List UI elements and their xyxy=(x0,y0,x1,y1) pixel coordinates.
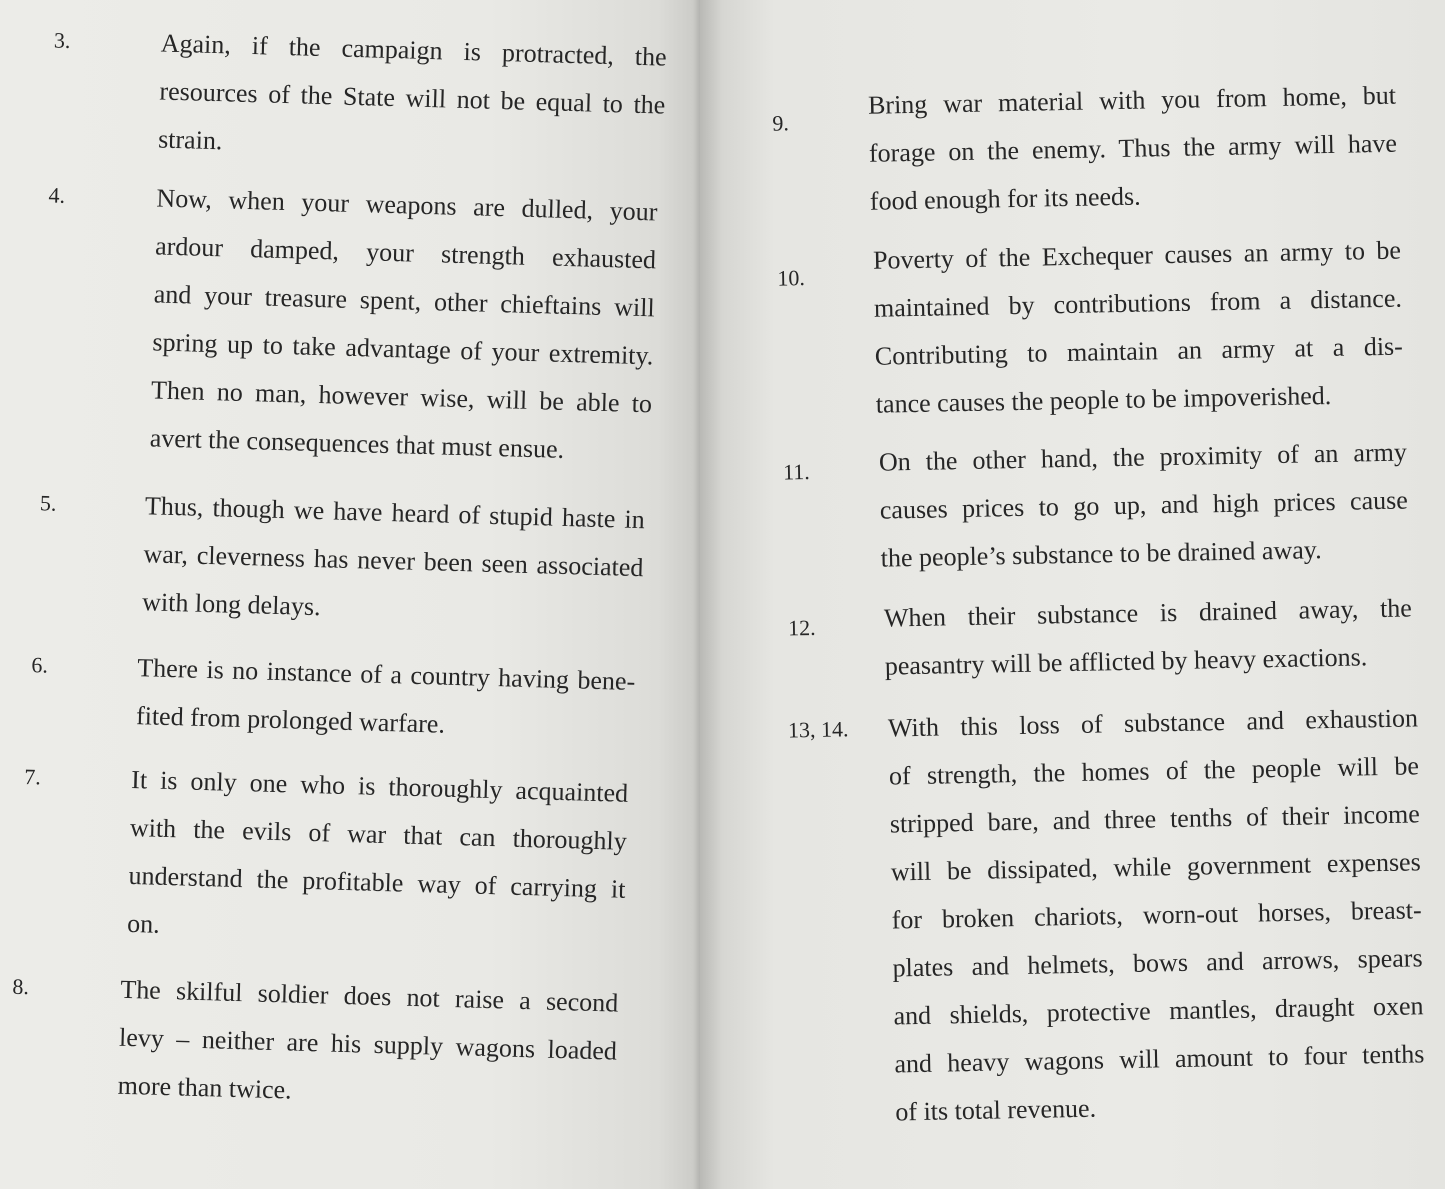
verse-number: 9. xyxy=(772,110,790,136)
verse-text xyxy=(117,966,619,1124)
verse-line: With this loss of substance and exhaustion xyxy=(887,703,1419,743)
verse-line: On the other hand, the proximity of an army xyxy=(878,437,1408,477)
verse-text xyxy=(135,644,635,754)
verse-line: tance causes the people to be impoverished. xyxy=(875,380,1332,419)
verse-line: spring up to take advantage of your extremity. xyxy=(152,327,654,371)
verse-number: 11. xyxy=(782,458,810,485)
verse-line: causes prices to go up, and high prices cause xyxy=(879,485,1409,525)
verse-number: 13, 14. xyxy=(787,716,849,743)
verse-line: strain. xyxy=(157,124,223,156)
verse-9 xyxy=(772,71,1425,233)
verse-line: forage on the enemy. Thus the army will have xyxy=(868,128,1398,168)
verse-line: Poverty of the Exchequer causes an army to be xyxy=(872,235,1402,275)
verse-line: will be dissipated, while government expenses xyxy=(890,847,1421,887)
verse-line: ardour damped, your strength exhausted xyxy=(154,231,657,275)
verse-number: 12. xyxy=(787,614,816,641)
verse-number: 7. xyxy=(23,763,42,790)
verse-line: levy – neither are his supply wagons loaded xyxy=(118,1022,618,1066)
verse-line: on. xyxy=(126,908,161,939)
verse-6 xyxy=(19,641,642,758)
verse-line: Bring war material with you from home, but xyxy=(867,80,1397,120)
verse-text xyxy=(149,174,658,476)
verse-line: maintained by contributions from a distance. xyxy=(873,283,1403,323)
verse-line: stripped bare, and three tenths of their income xyxy=(889,799,1421,839)
verse-line: and your treasure spent, other chieftains will xyxy=(153,279,656,323)
verse-text xyxy=(873,227,1405,429)
verse-text xyxy=(883,584,1413,690)
verse-line: Contributing to maintain an army at a dis- xyxy=(874,331,1404,371)
verse-7 xyxy=(9,753,634,970)
verse-line: resources of the State will not be equal to the xyxy=(159,76,666,120)
verse-8 xyxy=(1,963,625,1130)
verse-text xyxy=(127,756,629,962)
verse-line: Now, when your weapons are dulled, your xyxy=(156,183,658,227)
verse-number: 8. xyxy=(12,973,30,1000)
right-page xyxy=(700,0,1445,1189)
verse-line: more than twice. xyxy=(117,1070,293,1105)
verse-text xyxy=(142,482,646,640)
verse-number: 4. xyxy=(48,182,66,208)
verse-line: and heavy wagons will amount to four tenths xyxy=(894,1039,1425,1079)
verse-line: The skilful soldier does not raise a second xyxy=(120,974,619,1018)
verse-line: fited from prolonged warfare. xyxy=(135,701,446,739)
verse-line: It is only one who is thoroughly acquainted xyxy=(130,764,629,808)
verse-text xyxy=(888,694,1426,1136)
verse-line: of its total revenue. xyxy=(895,1093,1097,1127)
verse-line: understand the profitable way of carrying it xyxy=(128,860,626,904)
verse-line: of strength, the homes of the people will be xyxy=(888,751,1420,791)
verse-4 xyxy=(37,171,665,488)
verse-text xyxy=(878,429,1409,583)
verse-line: with the evils of war that can thoroughly xyxy=(129,812,628,856)
verse-line: peasantry will be afflicted by heavy exactions. xyxy=(884,642,1368,681)
verse-11 xyxy=(782,428,1435,590)
verse-number: 5. xyxy=(39,490,57,516)
verse-line: Then no man, however wise, will be able to xyxy=(150,375,653,419)
verse-number: 6. xyxy=(31,652,49,678)
verse-line: Thus, though we have heard of stupid haste in xyxy=(144,491,646,535)
verse-line: food enough for its needs. xyxy=(869,181,1141,216)
left-page xyxy=(0,0,700,1189)
verse-13-14 xyxy=(787,694,1445,1156)
verse-12 xyxy=(787,584,1439,696)
verse-3 xyxy=(50,17,674,184)
verse-line: war, cleverness has never been seen associated xyxy=(143,539,644,583)
verse-line: the people’s substance to be drained away. xyxy=(880,535,1322,573)
verse-line: and shields, protective mantles, draught oxen xyxy=(893,991,1424,1031)
verse-number: 10. xyxy=(777,265,806,291)
verse-text xyxy=(157,20,667,178)
verse-line: with long delays. xyxy=(141,587,321,622)
verse-line: There is no instance of a country having bene- xyxy=(137,653,636,696)
verse-text xyxy=(868,72,1399,226)
verse-line: for broken chariots, worn-out horses, breast- xyxy=(891,895,1422,935)
verse-number: 3. xyxy=(53,27,71,53)
verse-10 xyxy=(777,226,1431,438)
verse-line: avert the consequences that must ensue. xyxy=(149,423,565,464)
verse-5 xyxy=(27,479,651,646)
left-page-text-block xyxy=(0,0,700,1105)
verse-line: Again, if the campaign is protracted, the xyxy=(160,28,668,72)
verse-line: When their substance is drained away, the xyxy=(883,593,1413,633)
verse-line: plates and helmets, bows and arrows, spears xyxy=(892,943,1423,983)
